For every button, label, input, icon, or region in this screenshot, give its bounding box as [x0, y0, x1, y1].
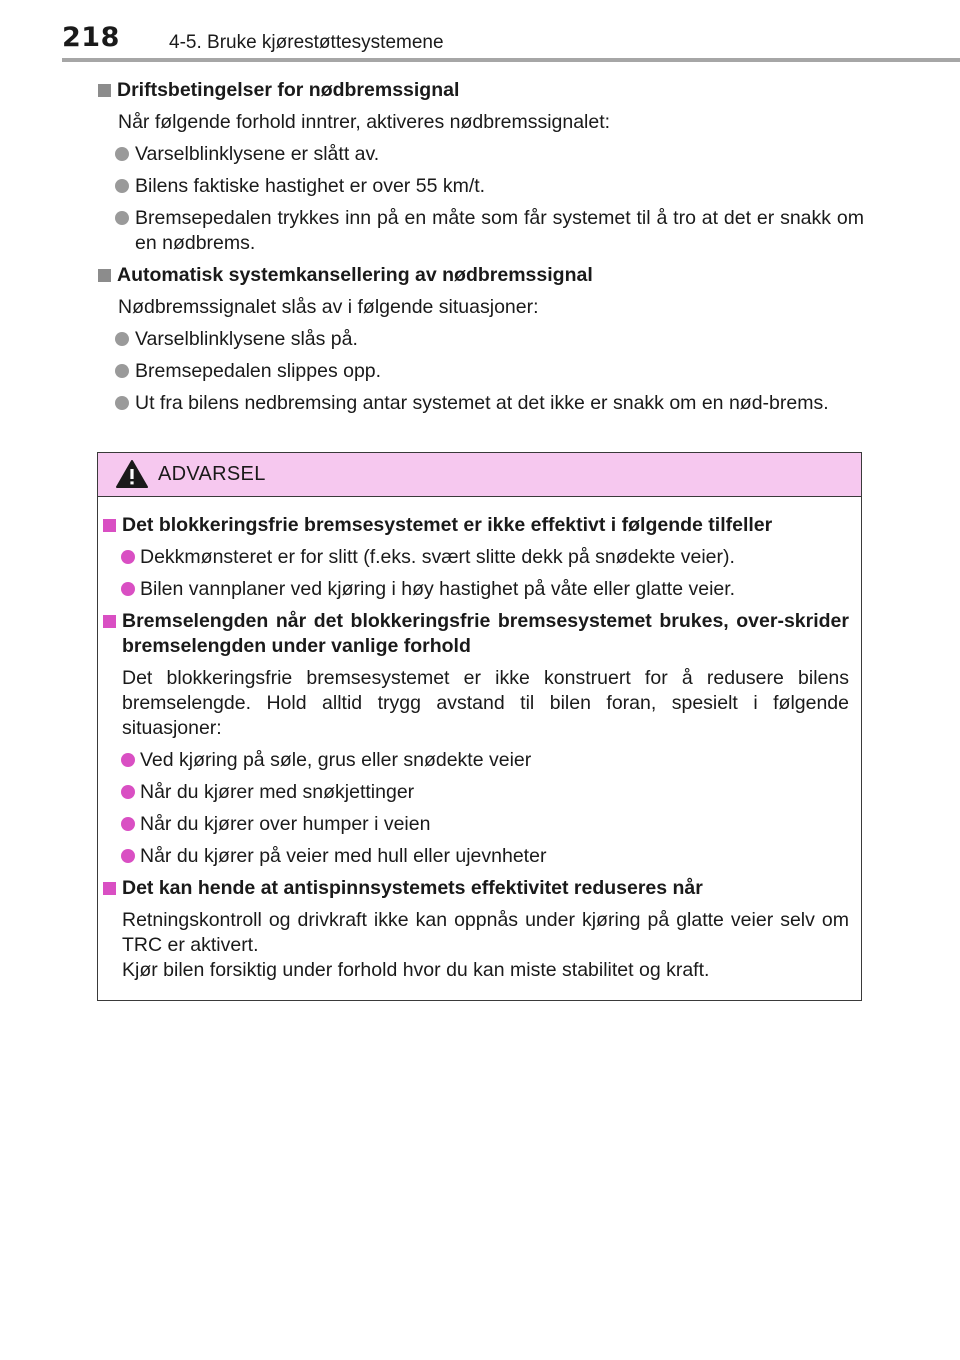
warning-body — [98, 513, 861, 990]
warning-triangle-icon — [116, 459, 148, 489]
round-bullet-icon — [121, 785, 135, 799]
square-bullet-icon — [103, 519, 116, 532]
paragraph-line: Retningskontroll og drivkraft ikke kan oppnås under kjøring på glatte veier selv om TRC er aktivert. — [122, 909, 849, 956]
round-bullet-icon — [121, 582, 135, 596]
section-heading: Driftsbetingelser for nødbremssignal — [98, 78, 864, 103]
header-rule — [62, 58, 960, 62]
warning-paragraph: Det blokkeringsfrie bremsesystemet er ikke konstruert for å redusere bilens bremselengde. Hold alltid trygg avstand til bilen foran, spesielt i følgende situasjoner: — [122, 667, 849, 739]
square-bullet-icon — [103, 615, 116, 628]
round-bullet-icon — [115, 364, 129, 378]
list-item: Bremsepedalen trykkes inn på en måte som får systemet til å tro at det er snakk om en nødbrems. — [98, 206, 864, 256]
list-item: Når du kjører med snøkjettinger — [103, 780, 849, 805]
section-intro: Nødbremssignalet slås av i følgende situasjoner: — [118, 296, 539, 318]
list-item: Ut fra bilens nedbremsing antar systemet at det ikke er snakk om en nød-brems. — [98, 391, 864, 416]
paragraph-line: Kjør bilen forsiktig under forhold hvor du kan miste stabilitet og kraft. — [122, 959, 710, 981]
warning-header — [98, 453, 861, 497]
warning-paragraph — [103, 908, 849, 983]
round-bullet-icon — [121, 753, 135, 767]
section-intro: Når følgende forhold inntrer, aktiveres nødbremssignalet: — [118, 111, 611, 133]
list-item: Bilens faktiske hastighet er over 55 km/t. — [98, 174, 864, 199]
list-item: Når du kjører over humper i veien — [103, 812, 849, 837]
warning-heading: Det kan hende at antispinnsystemets effektivitet reduseres når — [103, 876, 849, 901]
warning-heading: Det blokkeringsfrie bremsesystemet er ikke effektivt i følgende tilfeller — [103, 513, 849, 538]
warning-box — [97, 452, 862, 1001]
square-bullet-icon — [98, 84, 111, 97]
round-bullet-icon — [121, 817, 135, 831]
round-bullet-icon — [115, 147, 129, 161]
square-bullet-icon — [98, 269, 111, 282]
round-bullet-icon — [115, 211, 129, 225]
round-bullet-icon — [121, 849, 135, 863]
list-item: Bilen vannplaner ved kjøring i høy hastighet på våte eller glatte veier. — [103, 577, 849, 602]
list-item: Ved kjøring på søle, grus eller snødekte veier — [103, 748, 849, 773]
list-item: Bremsepedalen slippes opp. — [98, 359, 864, 384]
list-item: Varselblinklysene slås på. — [98, 327, 864, 352]
round-bullet-icon — [115, 332, 129, 346]
square-bullet-icon — [103, 882, 116, 895]
section-heading: Automatisk systemkansellering av nødbremssignal — [98, 263, 864, 288]
round-bullet-icon — [115, 179, 129, 193]
page-header — [62, 22, 960, 62]
list-item: Når du kjører på veier med hull eller ujevnheter — [103, 844, 849, 869]
warning-label: ADVARSEL — [158, 463, 266, 485]
round-bullet-icon — [115, 396, 129, 410]
list-item: Dekkmønsteret er for slitt (f.eks. svært slitte dekk på snødekte veier). — [103, 545, 849, 570]
section-title: 4-5. Bruke kjørestøttesystemene — [169, 32, 444, 53]
warning-heading: Bremselengden når det blokkeringsfrie bremsesystemet brukes, over-skrider bremselengden under vanlige forhold — [103, 609, 849, 659]
main-content — [98, 78, 864, 423]
list-item: Varselblinklysene er slått av. — [98, 142, 864, 167]
round-bullet-icon — [121, 550, 135, 564]
page-number: 218 — [62, 22, 120, 53]
